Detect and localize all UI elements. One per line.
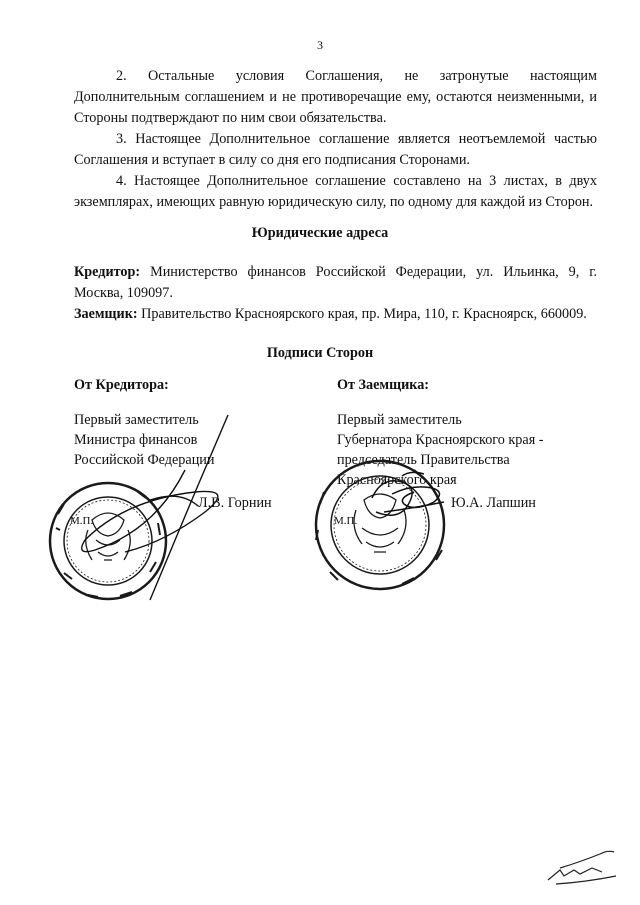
legal-addresses-heading: Юридические адреса [251,225,389,241]
borrower-title-line: Первый заместитель [337,412,462,428]
borrower-seal [316,460,444,589]
page-initials [548,851,616,884]
creditor-seal [50,483,166,599]
borrower-signatory-name: Ю.А. Лапшин [451,495,536,511]
page-number: 3 [317,38,323,52]
creditor-stamp-label: М.П. [70,515,94,527]
borrower-label: Заемщик: [74,306,138,322]
seal-emblem [354,494,406,552]
signatures-heading: Подписи Сторон [266,345,374,361]
paragraph-4: 4. Настоящее Дополнительное соглашение составлено на 3 листах, в двух экземплярах, имеющих равную юридическую силу, по одному для каждой из Сторон. [74,173,597,210]
creditor-label: Кредитор: [74,264,141,280]
borrower-stamp-label: М.П. [334,515,358,527]
creditor-address-text: Министерство финансов Российской Федерации, ул. Ильинка, 9, г. Москва, 109097. [74,264,597,301]
borrower-title-line: Губернатора Красноярского края - [337,432,544,448]
borrower-signature-header: От Заемщика: [337,377,430,393]
borrower-title-line: председатель Правительства [337,452,510,468]
creditor-signature-header: От Кредитора: [74,377,169,393]
borrower-address-text: Правительство Красноярского края, пр. Мира, 110, г. Красноярск, 660009. [141,306,587,322]
creditor-signatory-name: Л.В. Горнин [198,495,272,511]
creditor-title-line: Министра финансов [74,432,198,448]
creditor-title-line: Российской Федерации [74,452,215,468]
borrower-title-line: Красноярского края [337,472,457,488]
paragraph-2: 2. Остальные условия Соглашения, не затронутые настоящим Дополнительным соглашением и не противоречащие ему, остаются неизменными, и Стороны подтверждают по ним свои обязательства. [74,68,597,126]
paragraph-3: 3. Настоящее Дополнительное соглашение является неотъемлемой частью Соглашения и вступает в силу со дня его подписания Сторонами. [74,131,597,168]
creditor-title-line: Первый заместитель [74,412,199,428]
